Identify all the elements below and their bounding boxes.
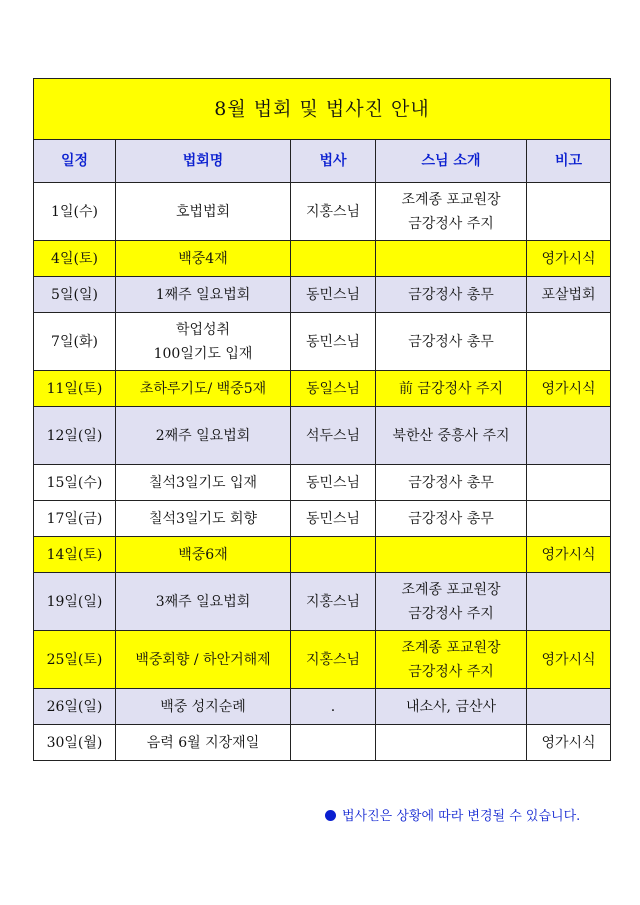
intro-cell xyxy=(376,183,527,241)
note-cell xyxy=(527,465,611,501)
intro-line: 前 금강정사 주지 xyxy=(398,380,504,397)
master-cell: 지홍스님 xyxy=(291,183,376,241)
master-cell: 동민스님 xyxy=(291,277,376,313)
event-cell xyxy=(116,537,291,573)
master-cell xyxy=(291,241,376,277)
master-cell: 동민스님 xyxy=(291,501,376,537)
note-cell: 영가시식 xyxy=(527,631,611,689)
date-cell: 4일(토) xyxy=(34,241,116,277)
intro-line: 금강정사 주지 xyxy=(408,215,494,232)
event-line: 초하루기도/ 백중5재 xyxy=(139,380,267,397)
intro-cell xyxy=(376,573,527,631)
table-row xyxy=(34,183,611,241)
table-row xyxy=(34,277,611,313)
note-cell xyxy=(527,573,611,631)
table-row xyxy=(34,313,611,371)
event-cell xyxy=(116,313,291,371)
event-line: 학업성취 xyxy=(175,321,231,338)
footnote-text: 법사진은 상황에 따라 변경될 수 있습니다. xyxy=(342,809,581,824)
note-cell xyxy=(527,501,611,537)
date-cell: 14일(토) xyxy=(34,537,116,573)
event-cell xyxy=(116,277,291,313)
header-master: 법사 xyxy=(291,140,376,183)
page-title: 8월 법회 및 법사진 안내 xyxy=(34,79,611,140)
table-row xyxy=(34,689,611,725)
intro-line: 조계종 포교원장 xyxy=(401,191,501,208)
table-row xyxy=(34,725,611,761)
date-cell: 12일(일) xyxy=(34,407,116,465)
event-cell xyxy=(116,689,291,725)
master-cell xyxy=(291,725,376,761)
note-cell xyxy=(527,689,611,725)
event-line: 1째주 일요법회 xyxy=(155,286,251,303)
event-line: 100일기도 입재 xyxy=(153,345,253,362)
intro-cell xyxy=(376,407,527,465)
event-line: 3째주 일요법회 xyxy=(155,593,251,610)
event-cell xyxy=(116,183,291,241)
note-cell: 포살법회 xyxy=(527,277,611,313)
master-cell: . xyxy=(291,689,376,725)
date-cell: 25일(토) xyxy=(34,631,116,689)
header-event: 법회명 xyxy=(116,140,291,183)
note-cell: 영가시식 xyxy=(527,537,611,573)
intro-cell xyxy=(376,241,527,277)
intro-line: 금강정사 총무 xyxy=(408,474,494,491)
event-cell xyxy=(116,407,291,465)
event-cell xyxy=(116,631,291,689)
intro-cell xyxy=(376,725,527,761)
date-cell: 26일(일) xyxy=(34,689,116,725)
event-line: 칠석3일기도 회향 xyxy=(148,510,258,527)
event-line: 백중4재 xyxy=(178,250,228,267)
intro-line: 북한산 중흥사 주지 xyxy=(392,427,510,444)
table-row xyxy=(34,241,611,277)
intro-cell xyxy=(376,371,527,407)
event-cell xyxy=(116,573,291,631)
header-intro: 스님 소개 xyxy=(376,140,527,183)
master-cell: 동일스님 xyxy=(291,371,376,407)
master-cell: 석두스님 xyxy=(291,407,376,465)
master-cell: 지홍스님 xyxy=(291,573,376,631)
note-cell: 영가시식 xyxy=(527,371,611,407)
intro-line: 금강정사 총무 xyxy=(408,333,494,350)
note-cell xyxy=(527,313,611,371)
intro-cell xyxy=(376,501,527,537)
note-cell xyxy=(527,407,611,465)
note-cell: 영가시식 xyxy=(527,241,611,277)
date-cell: 11일(토) xyxy=(34,371,116,407)
event-cell xyxy=(116,371,291,407)
intro-line: 조계종 포교원장 xyxy=(401,581,501,598)
event-cell xyxy=(116,501,291,537)
table-row xyxy=(34,573,611,631)
table-row xyxy=(34,631,611,689)
bullet-icon xyxy=(325,810,336,821)
header-note: 비고 xyxy=(527,140,611,183)
intro-line: 내소사, 금산사 xyxy=(405,698,497,715)
date-cell: 7일(화) xyxy=(34,313,116,371)
master-cell: 동민스님 xyxy=(291,313,376,371)
note-cell: 영가시식 xyxy=(527,725,611,761)
schedule-table xyxy=(33,78,611,761)
master-cell: 지홍스님 xyxy=(291,631,376,689)
event-line: 칠석3일기도 입재 xyxy=(148,474,258,491)
intro-cell xyxy=(376,689,527,725)
intro-cell xyxy=(376,465,527,501)
date-cell: 15일(수) xyxy=(34,465,116,501)
intro-line: 금강정사 총무 xyxy=(408,510,494,527)
intro-cell xyxy=(376,537,527,573)
table-row xyxy=(34,371,611,407)
event-line: 백중6재 xyxy=(178,546,228,563)
intro-line: 금강정사 주지 xyxy=(408,605,494,622)
event-cell xyxy=(116,465,291,501)
footnote xyxy=(325,805,580,824)
date-cell: 1일(수) xyxy=(34,183,116,241)
master-cell xyxy=(291,537,376,573)
table-row xyxy=(34,465,611,501)
master-cell: 동민스님 xyxy=(291,465,376,501)
event-cell xyxy=(116,241,291,277)
event-line: 음력 6월 지장재일 xyxy=(146,734,260,751)
date-cell: 19일(일) xyxy=(34,573,116,631)
intro-cell xyxy=(376,277,527,313)
header-date: 일정 xyxy=(34,140,116,183)
intro-cell xyxy=(376,313,527,371)
table-row xyxy=(34,537,611,573)
event-line: 호법법회 xyxy=(175,203,231,220)
event-line: 2째주 일요법회 xyxy=(155,427,251,444)
event-line: 백중 성지순례 xyxy=(160,698,246,715)
intro-line: 금강정사 주지 xyxy=(408,663,494,680)
table-body xyxy=(34,183,611,761)
intro-cell xyxy=(376,631,527,689)
intro-line: 금강정사 총무 xyxy=(408,286,494,303)
note-cell xyxy=(527,183,611,241)
date-cell: 30일(월) xyxy=(34,725,116,761)
event-cell xyxy=(116,725,291,761)
event-line: 백중회향 / 하안거해제 xyxy=(135,651,271,668)
table-row xyxy=(34,501,611,537)
date-cell: 17일(금) xyxy=(34,501,116,537)
table-row xyxy=(34,407,611,465)
intro-line: 조계종 포교원장 xyxy=(401,639,501,656)
date-cell: 5일(일) xyxy=(34,277,116,313)
